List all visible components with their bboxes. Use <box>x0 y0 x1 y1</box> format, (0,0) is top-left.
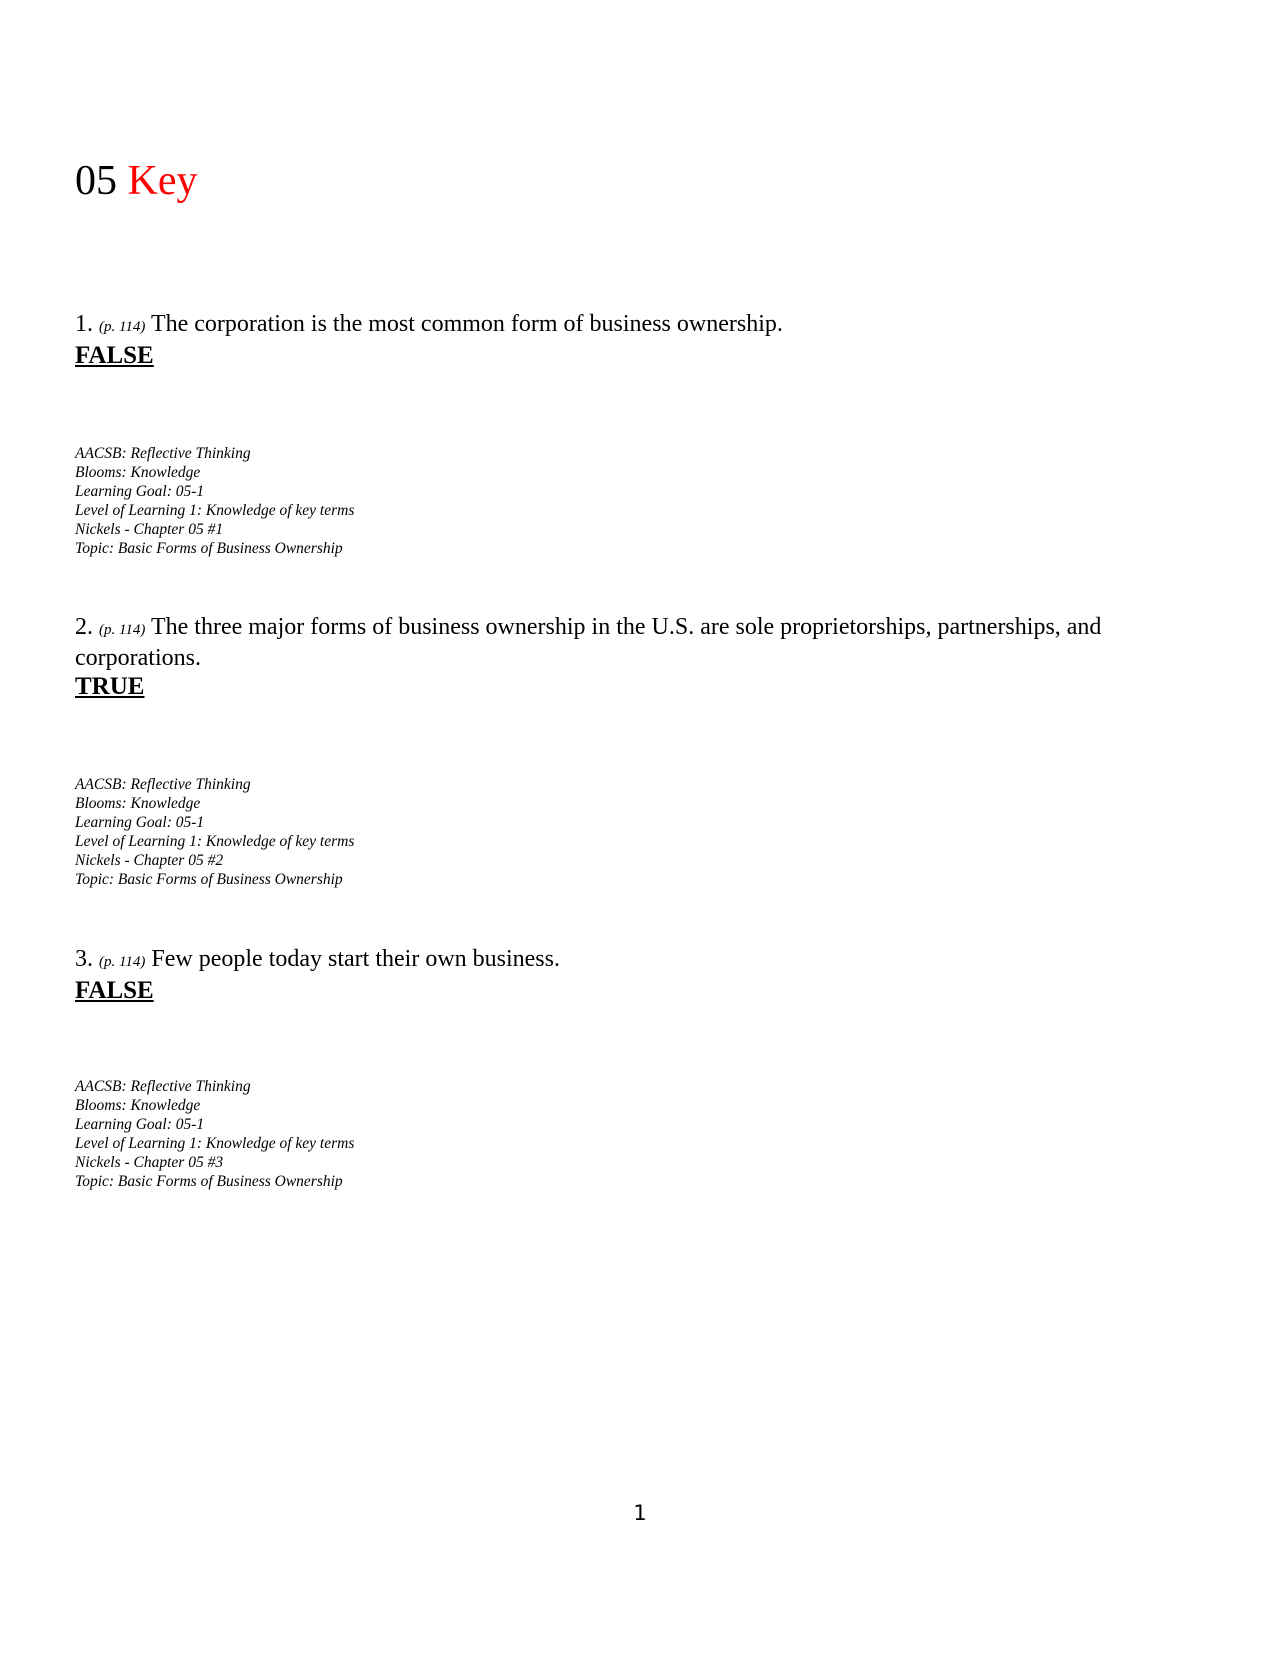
question-text: The corporation is the most common form of business ownership. <box>150 311 783 337</box>
question-text-line <box>75 945 1185 976</box>
answer: FALSE <box>75 977 154 1004</box>
question-3 <box>75 945 1185 1005</box>
question-2-metadata <box>75 775 354 889</box>
meta-level-of-learning: Level of Learning 1: Knowledge of key terms <box>75 833 355 850</box>
question-2 <box>75 613 1185 701</box>
meta-level-of-learning: Level of Learning 1: Knowledge of key terms <box>75 502 355 519</box>
page-reference: (p. 114) <box>99 954 146 970</box>
question-1-metadata <box>75 444 354 558</box>
page-reference: (p. 114) <box>99 319 146 335</box>
answer: FALSE <box>75 342 154 369</box>
meta-aacsb: AACSB: Reflective Thinking <box>75 1078 251 1095</box>
question-text: Few people today start their own business. <box>151 946 560 972</box>
meta-blooms: Blooms: Knowledge <box>75 464 201 481</box>
page-title <box>75 155 197 207</box>
question-3-metadata <box>75 1077 354 1191</box>
question-text: The three major forms of business ownership in the U.S. are sole proprietorships, partnerships, and corporations. <box>75 614 1102 671</box>
meta-topic: Topic: Basic Forms of Business Ownership <box>75 1173 343 1190</box>
meta-topic: Topic: Basic Forms of Business Ownership <box>75 871 343 888</box>
meta-blooms: Blooms: Knowledge <box>75 795 201 812</box>
page-reference: (p. 114) <box>99 622 146 638</box>
question-number: 2. <box>75 614 93 640</box>
question-text-line <box>75 613 1185 672</box>
meta-blooms: Blooms: Knowledge <box>75 1097 201 1114</box>
meta-chapter-ref: Nickels - Chapter 05 #2 <box>75 852 224 869</box>
meta-chapter-ref: Nickels - Chapter 05 #1 <box>75 521 224 538</box>
answer: TRUE <box>75 673 145 700</box>
meta-aacsb: AACSB: Reflective Thinking <box>75 776 251 793</box>
meta-learning-goal: Learning Goal: 05-1 <box>75 483 205 500</box>
question-text-line <box>75 310 1185 341</box>
meta-aacsb: AACSB: Reflective Thinking <box>75 445 251 462</box>
question-1 <box>75 310 1185 370</box>
question-number: 1. <box>75 311 93 337</box>
meta-learning-goal: Learning Goal: 05-1 <box>75 814 205 831</box>
title-key: Key <box>127 158 198 204</box>
meta-topic: Topic: Basic Forms of Business Ownership <box>75 540 343 557</box>
title-number: 05 <box>75 158 117 204</box>
meta-chapter-ref: Nickels - Chapter 05 #3 <box>75 1154 224 1171</box>
question-number: 3. <box>75 946 93 972</box>
page-number: 1 <box>633 1501 647 1525</box>
meta-learning-goal: Learning Goal: 05-1 <box>75 1116 205 1133</box>
meta-level-of-learning: Level of Learning 1: Knowledge of key terms <box>75 1135 355 1152</box>
